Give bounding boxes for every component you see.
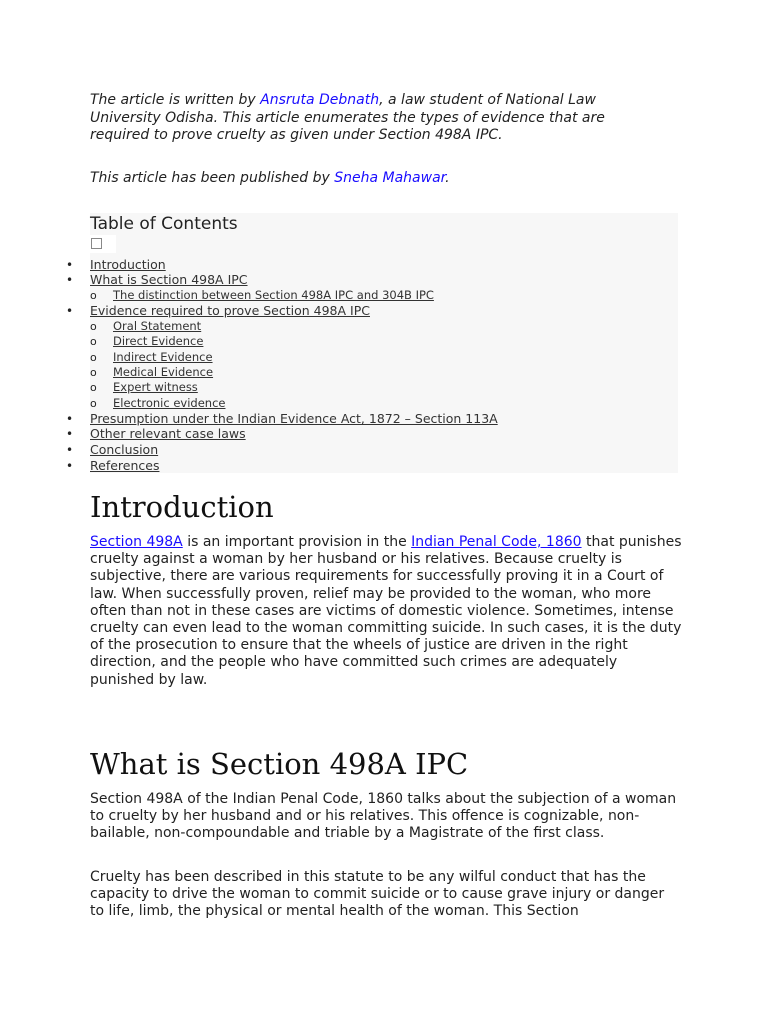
- section-498a-link[interactable]: Section 498A: [90, 534, 183, 550]
- toc-item-distinction: [113, 287, 434, 303]
- toc-item-direct: [113, 333, 203, 349]
- toc-sub-bullet: o: [90, 366, 97, 379]
- introduction-paragraph: [90, 534, 682, 689]
- toc-item-medical: [113, 364, 213, 380]
- toc-item-presumption: [90, 411, 498, 426]
- toc-link[interactable]: The distinction between Section 498A IPC and 304B IPC: [113, 288, 434, 302]
- toc-bullet: •: [66, 412, 74, 426]
- toc-sub-bullet: o: [90, 381, 97, 394]
- toc-link[interactable]: Medical Evidence: [113, 365, 214, 379]
- publisher-link[interactable]: Sneha Mahawar: [334, 170, 446, 186]
- toc-bullet: •: [66, 304, 74, 318]
- toc-item-expert: [113, 379, 198, 395]
- toc-sub-bullet: o: [90, 351, 97, 364]
- toc-item-what-is: [90, 272, 248, 287]
- toc-link[interactable]: Conclusion: [90, 442, 159, 457]
- intro-text-2: that punishes cruelty against a woman by her husband or his relatives. Because cruelty is subjective, there are various requirements for successfully proving it in a Court of law. When successfully proven, relief may be provided to the woman, who more often than not in these cases are victims of domestic violence. Sometimes, intense cruelty can even lead to the woman committing suicide. In such cases, it is the duty of the prosecution to ensure that the wheels of justice are driven in the right direction, and the people who have committed such crimes are adequately punished by law.: [90, 534, 682, 688]
- toc-bullet: •: [66, 459, 74, 473]
- toc-sub-bullet: o: [90, 289, 97, 302]
- toc-link[interactable]: Evidence required to prove Section 498A IPC: [90, 303, 370, 318]
- author-suffix: , a law student of National Law University Odisha. This article enumerates the types of evidence that are required to prove cruelty as given under Section 498A IPC.: [90, 92, 605, 143]
- author-note: [90, 92, 650, 145]
- toc-link[interactable]: Direct Evidence: [113, 334, 204, 348]
- toc-item-indirect: [113, 349, 213, 365]
- toc-item-case-laws: [90, 426, 246, 441]
- toc-link[interactable]: References: [90, 458, 160, 473]
- publisher-note: [90, 170, 650, 188]
- toc-link[interactable]: Expert witness: [113, 380, 198, 394]
- intro-text-1: is an important provision in the: [182, 534, 412, 550]
- author-prefix: The article is written by: [90, 92, 261, 108]
- toc-toggle-checkbox[interactable]: [91, 238, 102, 249]
- what-is-paragraph-2: Cruelty has been described in this statute to be any wilful conduct that has the capacity to drive the woman to commit suicide or to cause grave injury or danger to life, limb, the physical or mental health of the woman. This Section: [90, 869, 665, 920]
- toc-title: Table of Contents: [90, 214, 238, 234]
- author-link[interactable]: Ansruta Debnath: [260, 92, 380, 108]
- publisher-suffix: .: [445, 170, 450, 186]
- toc-link[interactable]: Electronic evidence: [113, 396, 226, 410]
- toc-link[interactable]: What is Section 498A IPC: [90, 272, 248, 287]
- toc-link[interactable]: Oral Statement: [113, 319, 202, 333]
- toc-bullet: •: [66, 427, 74, 441]
- toc-link[interactable]: Other relevant case laws: [90, 426, 246, 441]
- toc-link[interactable]: Indirect Evidence: [113, 350, 213, 364]
- toc-sub-bullet: o: [90, 397, 97, 410]
- ipc-link[interactable]: Indian Penal Code, 1860: [411, 534, 582, 550]
- toc-bullet: •: [66, 273, 74, 287]
- toc-item-evidence: [90, 303, 370, 318]
- toc-sub-bullet: o: [90, 320, 97, 333]
- toc-link[interactable]: Presumption under the Indian Evidence Act, 1872 – Section 113A: [90, 411, 498, 426]
- introduction-heading: Introduction: [90, 490, 274, 524]
- toc-sub-bullet: o: [90, 335, 97, 348]
- toc-item-introduction: [90, 257, 166, 272]
- toc-item-oral: [113, 318, 201, 334]
- toc-bullet: •: [66, 258, 74, 272]
- toc-link[interactable]: Introduction: [90, 257, 166, 272]
- toc-item-references: [90, 458, 159, 473]
- toc-toggle-area: [90, 235, 116, 253]
- publisher-prefix: This article has been published by: [90, 170, 335, 186]
- what-is-heading: What is Section 498A IPC: [90, 747, 469, 781]
- toc-bullet: •: [66, 443, 74, 457]
- toc-item-conclusion: [90, 442, 158, 457]
- toc-item-electronic: [113, 395, 225, 411]
- what-is-paragraph-1: Section 498A of the Indian Penal Code, 1860 talks about the subjection of a woman to cruelty by her husband and or his relatives. This offence is cognizable, non-bailable, non-compoundable and triable by a Magistrate of the first class.: [90, 791, 677, 842]
